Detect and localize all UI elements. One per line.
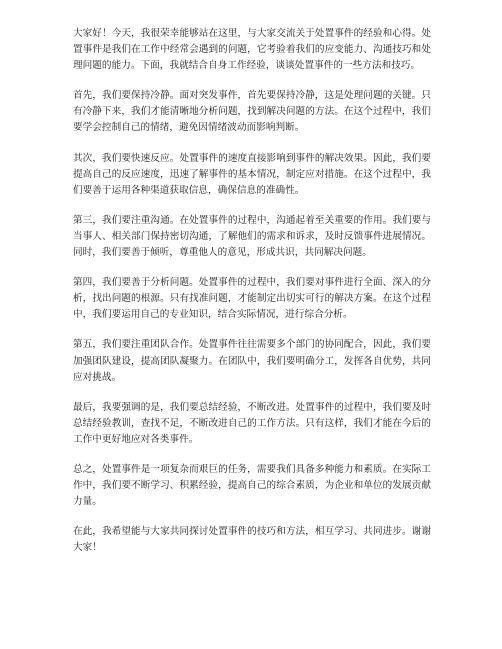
paragraph-communication: 第三，我们要注重沟通。在处置事件的过程中，沟通起着至关重要的作用。我们要与当事人、相关部门保持密切沟通，了解他们的需求和诉求，及时反馈事件进展情况。同时，我们要善于倾听，尊重他人的意见，形成共识，共同解决问题。 <box>73 214 431 259</box>
paragraph-conclusion: 总之，处置事件是一项复杂而艰巨的任务，需要我们具备多种能力和素质。在实际工作中，我们要不断学习、积累经验，提高自己的综合素质，为企业和单位的发展贡献力量。 <box>73 463 431 508</box>
paragraph-closing: 在此，我希望能与大家共同探讨处置事件的技巧和方法，相互学习、共同进步。谢谢大家！ <box>73 526 431 554</box>
paragraph-analysis: 第四，我们要善于分析问题。处置事件的过程中，我们要对事件进行全面、深入的分析，找出问题的根源。只有找准问题，才能制定出切实可行的解决方案。在这个过程中，我们要运用自己的专业知识，结合实际情况，进行综合分析。 <box>73 277 431 321</box>
paragraph-react-quickly: 其次，我们要快速反应。处置事件的速度直接影响到事件的解决效果。因此，我们要提高自己的反应速度，迅速了解事件的基本情况，制定应对措施。在这个过程中，我们要善于运用各种渠道获取信息，确保信息的准确性。 <box>73 152 431 196</box>
paragraph-summarize: 最后，我要强调的是，我们要总结经验，不断改进。处置事件的过程中，我们要及时总结经验教训，查找不足，不断改进自己的工作方法。只有这样，我们才能在今后的工作中更好地应对各类事件。 <box>73 401 431 445</box>
document-body <box>73 26 431 570</box>
paragraph-stay-calm: 首先，我们要保持冷静。面对突发事件，首先要保持冷静，这是处理问题的关键。只有冷静下来，我们才能清晰地分析问题，找到解决问题的方法。在这个过程中，我们要学会控制自己的情绪，避免因情绪波动而影响判断。 <box>73 90 431 134</box>
paragraph-intro: 大家好！今天，我很荣幸能够站在这里，与大家交流关于处置事件的经验和心得。处置事件是我们在工作中经常会遇到的问题，它考验着我们的应变能力、沟通技巧和处理问题的能力。下面，我就结合自身工作经验，谈谈处置事件的一些方法和技巧。 <box>73 28 431 72</box>
paragraph-teamwork: 第五，我们要注重团队合作。处置事件往往需要多个部门的协同配合，因此，我们要加强团队建设，提高团队凝聚力。在团队中，我们要明确分工，发挥各自优势，共同应对挑战。 <box>73 339 431 383</box>
